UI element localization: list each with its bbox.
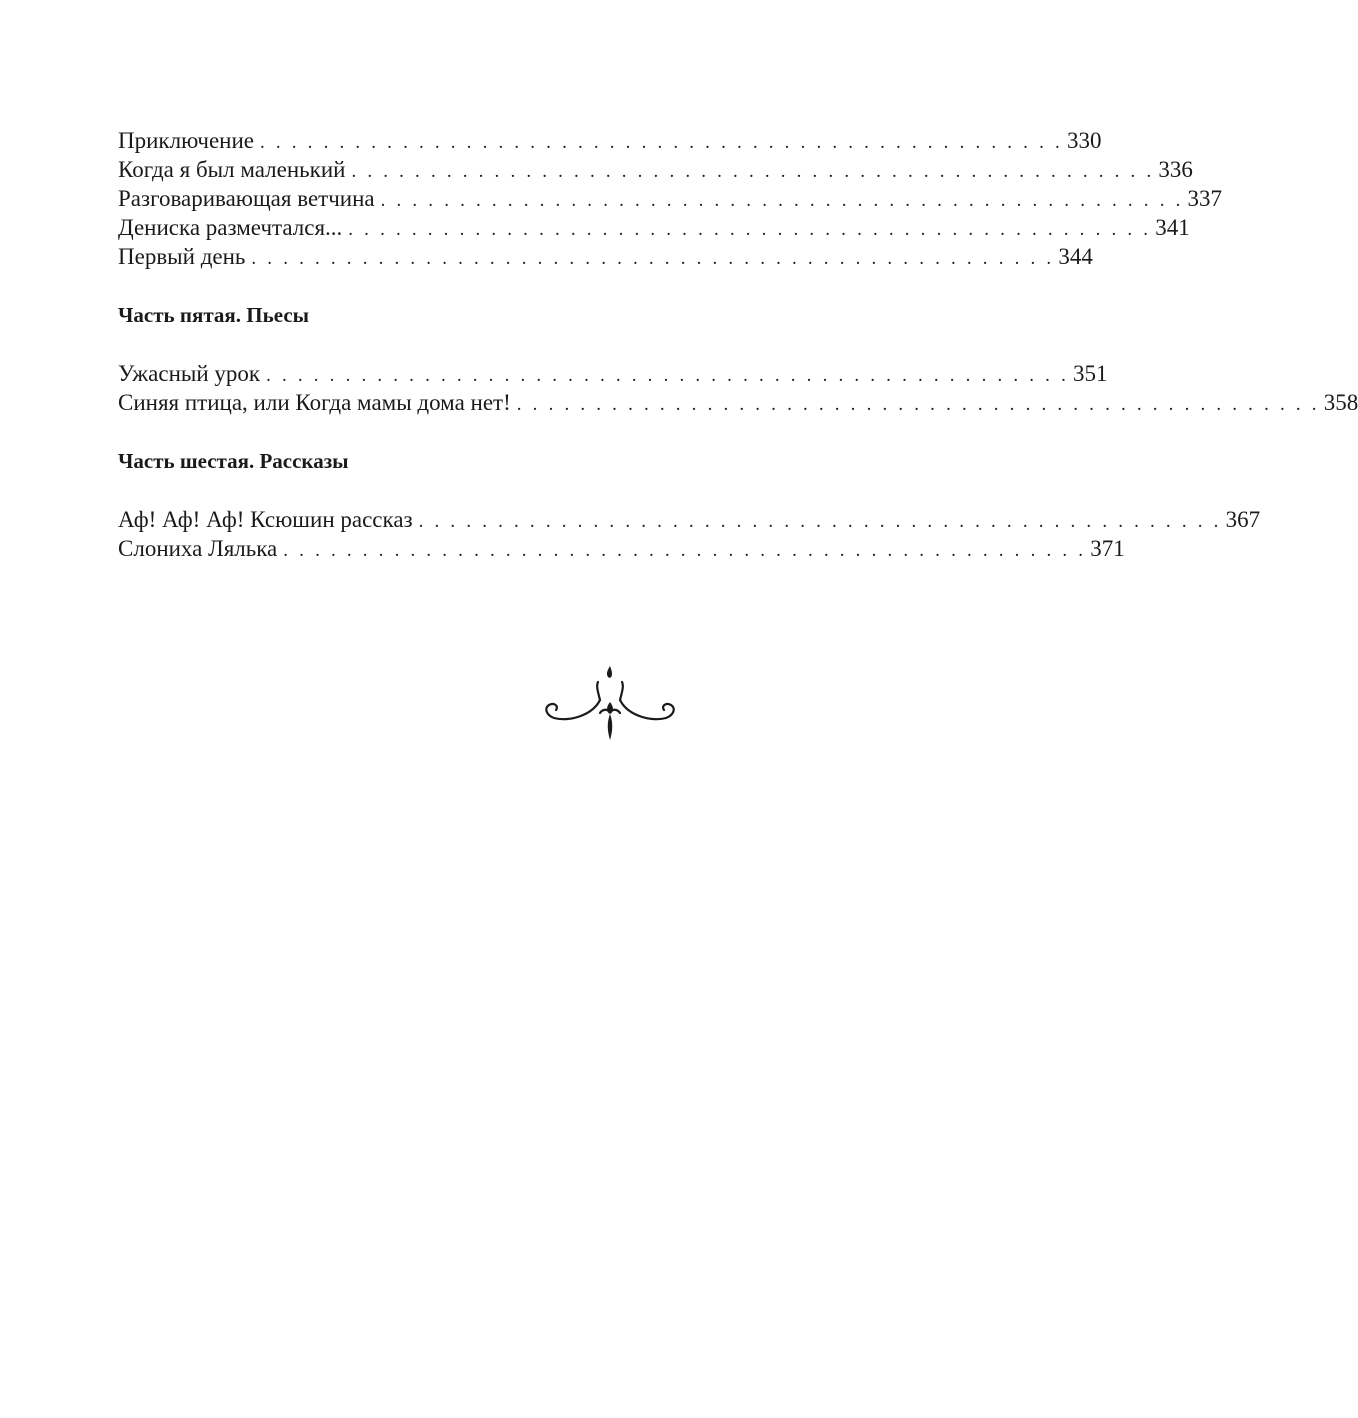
toc-entry[interactable] <box>118 359 1108 388</box>
toc-leader-dots: . . . . . . . . . . . . . . . . . . . . . . . . . . . . . . . . . . . . . . . . . . . . . . . . . . . <box>251 248 1055 269</box>
toc-entry-title: Когда я был маленький <box>118 157 346 182</box>
section-heading-part-five: Часть пятая. Пьесы <box>118 303 310 327</box>
toc-entry-title: Синяя птица, или Когда мамы дома нет! <box>118 390 511 415</box>
toc-entry-page: 371 <box>1090 536 1125 561</box>
toc-entry-title: Первый день <box>118 244 246 269</box>
scroll-flourish-icon <box>540 664 680 744</box>
toc-entry[interactable] <box>118 534 1125 563</box>
toc-entry-page: 341 <box>1155 215 1190 240</box>
toc-leader-dots: . . . . . . . . . . . . . . . . . . . . . . . . . . . . . . . . . . . . . . . . . . . . . . . . . . . <box>380 190 1184 211</box>
toc-leader-dots: . . . . . . . . . . . . . . . . . . . . . . . . . . . . . . . . . . . . . . . . . . . . . . . . . . . <box>418 511 1222 532</box>
toc-entry-page: 367 <box>1225 507 1261 532</box>
section-heading-part-six: Часть шестая. Рассказы <box>118 449 349 473</box>
toc-leader-dots: . . . . . . . . . . . . . . . . . . . . . . . . . . . . . . . . . . . . . . . . . . . . . . . . . . . <box>348 219 1152 240</box>
toc-entry-page: 351 <box>1073 361 1108 386</box>
toc-entry-title: Дениска размечтался... <box>118 215 343 240</box>
toc-leader-dots: . . . . . . . . . . . . . . . . . . . . . . . . . . . . . . . . . . . . . . . . . . . . . . . . . . . <box>351 161 1155 182</box>
toc-entry-title: Слониха Лялька <box>118 536 278 561</box>
toc-entry-page: 337 <box>1187 186 1223 211</box>
toc-entry-page: 344 <box>1058 244 1093 269</box>
toc-entry[interactable] <box>118 213 1190 242</box>
toc-group-part-six <box>118 505 1261 563</box>
toc-entry-title: Ужасный урок <box>118 361 261 386</box>
toc-leader-dots: . . . . . . . . . . . . . . . . . . . . . . . . . . . . . . . . . . . . . . . . . . . . . . . . . . . <box>283 540 1087 561</box>
toc-leader-dots: . . . . . . . . . . . . . . . . . . . . . . . . . . . . . . . . . . . . . . . . . . . . . . . . . . . <box>516 394 1320 415</box>
toc-entry-page: 358 <box>1323 390 1358 415</box>
table-of-contents <box>118 126 1358 563</box>
toc-entry-title: Разговаривающая ветчина <box>118 186 375 211</box>
toc-entry[interactable] <box>118 505 1261 534</box>
toc-entry-page: 330 <box>1066 128 1102 153</box>
toc-entry[interactable] <box>118 155 1193 184</box>
toc-group-part-five <box>118 359 1358 417</box>
toc-entry[interactable] <box>118 242 1093 271</box>
toc-leader-dots: . . . . . . . . . . . . . . . . . . . . . . . . . . . . . . . . . . . . . . . . . . . . . . . . . . . <box>259 132 1063 153</box>
toc-entry-page: 336 <box>1158 157 1193 182</box>
toc-entry-title: Аф! Аф! Аф! Ксюшин рассказ <box>118 507 413 532</box>
toc-entry-title: Приключение <box>118 128 254 153</box>
toc-group-part-four-end <box>118 126 1223 271</box>
toc-entry[interactable] <box>118 184 1223 213</box>
toc-entry[interactable] <box>118 388 1358 417</box>
toc-leader-dots: . . . . . . . . . . . . . . . . . . . . . . . . . . . . . . . . . . . . . . . . . . . . . . . . . . . <box>266 365 1070 386</box>
toc-entry[interactable] <box>118 126 1102 155</box>
